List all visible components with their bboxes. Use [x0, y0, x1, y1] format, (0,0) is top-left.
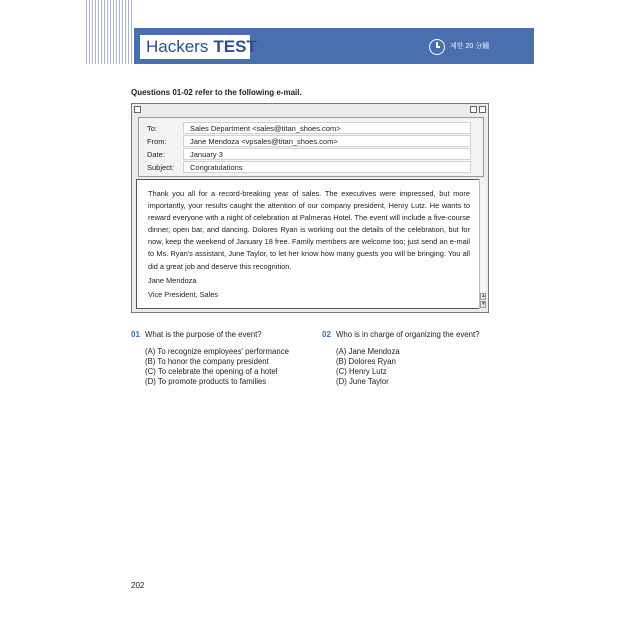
from-row [139, 135, 483, 149]
option-a[interactable]: (A) Jane Mendoza [336, 347, 400, 356]
title-regular: Hackers [146, 37, 209, 56]
option-d[interactable]: (D) June Taylor [336, 377, 389, 386]
window-menu-icon[interactable] [134, 106, 141, 113]
time-limit-label: 제한 20 分鐘 [450, 43, 490, 50]
question-text: What is the purpose of the event? [145, 330, 262, 339]
email-window [131, 103, 489, 313]
scroll-up-icon[interactable]: ▲ [481, 293, 486, 299]
to-row [139, 122, 483, 136]
from-value: Jane Mendoza <vpsales@titan_shoes.com> [190, 137, 338, 146]
option-b[interactable]: (B) Dolores Ryan [336, 357, 396, 366]
option-c[interactable]: (C) Henry Lutz [336, 367, 387, 376]
option-b[interactable]: (B) To honor the company president [145, 357, 269, 366]
option-c[interactable]: (C) To celebrate the opening of a hotel [145, 367, 278, 376]
signature-name: Jane Mendoza [148, 275, 197, 285]
date-row [139, 148, 483, 162]
option-a[interactable]: (A) To recognize employees' performance [145, 347, 289, 356]
clock-icon [429, 39, 445, 55]
close-icon[interactable] [479, 106, 486, 113]
question-number: 01 [131, 330, 140, 339]
date-field[interactable] [183, 148, 471, 160]
to-label: To: [147, 124, 158, 133]
minimize-icon[interactable] [470, 106, 477, 113]
date-label: Date: [147, 150, 165, 159]
date-value: January 3 [190, 150, 223, 159]
page-title [140, 35, 257, 59]
question-number: 02 [322, 330, 331, 339]
from-field[interactable] [183, 135, 471, 147]
scroll-down-icon[interactable]: ▼ [481, 301, 486, 307]
option-d[interactable]: (D) To promote products to families [145, 377, 267, 386]
email-body-text: Thank you all for a record-breaking year of sales. The executives were impressed, but more importantly, your results caught the attention of our company president, Henry Lutz. He wants to reward everyone with a night of celebration at Palmeras Hotel. The event will include a five-course dinner, open bar, and dancing. Dolores Ryan is working out the details of the celebration, but for now, keep the weekend of January 18 free. Family members are welcome too; just send an e-mail to Ms. Ryan's assistant, June Taylor, to let her know how many guests you will be bringing. You all did a great job and deserve this recognition. [148, 189, 470, 271]
to-field[interactable] [183, 122, 471, 134]
title-bold: TEST [213, 37, 257, 56]
questions-intro: Questions 01-02 refer to the following e-mail. [131, 88, 302, 97]
question-text: Who is in charge of organizing the event? [336, 330, 480, 339]
email-header [138, 117, 484, 177]
to-value: Sales Department <sales@titan_shoes.com> [190, 124, 341, 133]
decorative-stripes [86, 0, 134, 64]
subject-row [139, 161, 483, 175]
subject-value: Congratulations [190, 163, 243, 172]
email-scrollbar[interactable] [479, 179, 486, 309]
signature-title: Vice President, Sales [148, 289, 219, 299]
page-number: 202 [131, 581, 145, 590]
subject-field[interactable] [183, 161, 471, 173]
email-body[interactable] [136, 179, 480, 309]
from-label: From: [147, 137, 167, 146]
subject-label: Subject: [147, 163, 175, 172]
